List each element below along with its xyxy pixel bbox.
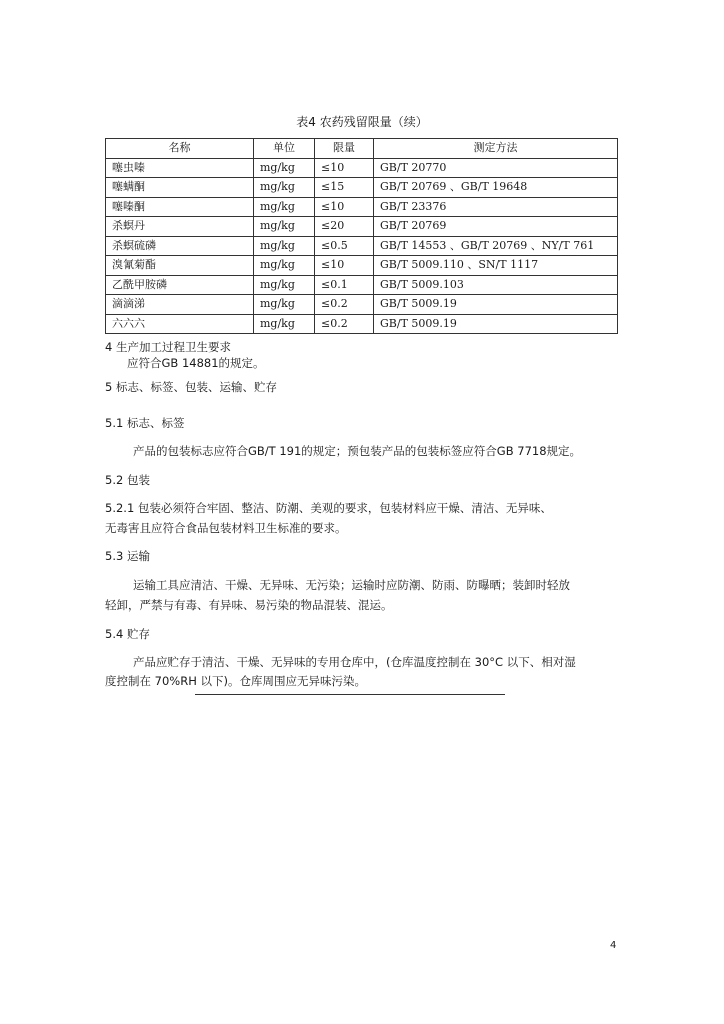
cell-method: GB/T 20770 — [374, 158, 618, 178]
table-header-row — [106, 139, 618, 159]
cell-name: 滴滴涕 — [106, 295, 254, 315]
cell-unit: mg/kg — [254, 295, 315, 315]
cell-limit: ≤0.5 — [315, 236, 374, 256]
cell-name: 乙酰甲胺磷 — [106, 275, 254, 295]
section-5-1-title: 5.1 标志、标签 — [105, 416, 185, 430]
cell-unit: mg/kg — [254, 236, 315, 256]
cell-method: GB/T 5009.110 、SN/T 1117 — [374, 256, 618, 276]
section-4-text: 应符合GB 14881的规定。 — [127, 356, 265, 370]
table-row — [106, 158, 618, 178]
cell-unit: mg/kg — [254, 256, 315, 276]
cell-limit: ≤0.2 — [315, 295, 374, 315]
column-header: 测定方法 — [374, 139, 618, 159]
table-row — [106, 217, 618, 237]
column-header: 单位 — [254, 139, 315, 159]
cell-name: 噻嗪酮 — [106, 197, 254, 217]
cell-unit: mg/kg — [254, 314, 315, 334]
section-5-2-title: 5.2 包装 — [105, 473, 150, 487]
table-row — [106, 197, 618, 217]
end-rule — [195, 694, 505, 695]
cell-limit: ≤0.1 — [315, 275, 374, 295]
cell-unit: mg/kg — [254, 217, 315, 237]
section-5-3-title: 5.3 运输 — [105, 549, 150, 563]
cell-name: 杀螟丹 — [106, 217, 254, 237]
section-5-title: 5 标志、标签、包装、运输、贮存 — [105, 380, 277, 394]
section-4-title: 4 生产加工过程卫生要求 — [105, 340, 231, 354]
cell-name: 溴氰菊酯 — [106, 256, 254, 276]
cell-method: GB/T 23376 — [374, 197, 618, 217]
section-5-3-line-2: 轻卸，严禁与有毒、有异味、易污染的物品混装、混运。 — [105, 598, 393, 612]
section-5-1-text: 产品的包装标志应符合GB/T 191的规定；预包装产品的包装标签应符合GB 7718规定。 — [133, 444, 582, 458]
section-5-4-title: 5.4 贮存 — [105, 627, 150, 641]
table-row — [106, 275, 618, 295]
cell-limit: ≤15 — [315, 178, 374, 198]
section-5-2-1-line-2: 无毒害且应符合食品包装材料卫生标准的要求。 — [105, 521, 347, 535]
cell-limit: ≤10 — [315, 197, 374, 217]
cell-method: GB/T 5009.19 — [374, 314, 618, 334]
pesticide-residue-table — [105, 138, 618, 334]
section-5-4-line-2: 度控制在 70%RH 以下)。仓库周围应无异味污染。 — [105, 674, 366, 688]
cell-method: GB/T 5009.103 — [374, 275, 618, 295]
cell-method: GB/T 20769 — [374, 217, 618, 237]
cell-limit: ≤10 — [315, 256, 374, 276]
cell-unit: mg/kg — [254, 178, 315, 198]
page-number: 4 — [610, 940, 617, 951]
cell-unit: mg/kg — [254, 275, 315, 295]
cell-limit: ≤10 — [315, 158, 374, 178]
cell-name: 六六六 — [106, 314, 254, 334]
column-header: 名称 — [106, 139, 254, 159]
cell-method: GB/T 5009.19 — [374, 295, 618, 315]
table-caption: 表4 农药残留限量（续） — [296, 115, 428, 129]
cell-unit: mg/kg — [254, 197, 315, 217]
cell-name: 噻虫嗪 — [106, 158, 254, 178]
cell-unit: mg/kg — [254, 158, 315, 178]
table-row — [106, 295, 618, 315]
cell-limit: ≤20 — [315, 217, 374, 237]
table-row — [106, 178, 618, 198]
cell-method: GB/T 14553 、GB/T 20769 、NY/T 761 — [374, 236, 618, 256]
table-row — [106, 314, 618, 334]
section-5-2-1-line-1: 5.2.1 包装必须符合牢固、整洁、防潮、美观的要求，包装材料应干燥、清洁、无异味、 — [105, 501, 552, 515]
cell-method: GB/T 20769 、GB/T 19648 — [374, 178, 618, 198]
section-5-4-line-1: 产品应贮存于清洁、干燥、无异味的专用仓库中，(仓库温度控制在 30°C 以下、相对湿 — [133, 655, 576, 669]
table-row — [106, 256, 618, 276]
cell-name: 杀螟硫磷 — [106, 236, 254, 256]
section-5-3-line-1: 运输工具应清洁、干燥、无异味、无污染；运输时应防潮、防雨、防曝晒；装卸时轻放 — [133, 578, 570, 592]
cell-limit: ≤0.2 — [315, 314, 374, 334]
table-body — [106, 158, 618, 334]
table-row — [106, 236, 618, 256]
column-header: 限量 — [315, 139, 374, 159]
cell-name: 噻螨酮 — [106, 178, 254, 198]
